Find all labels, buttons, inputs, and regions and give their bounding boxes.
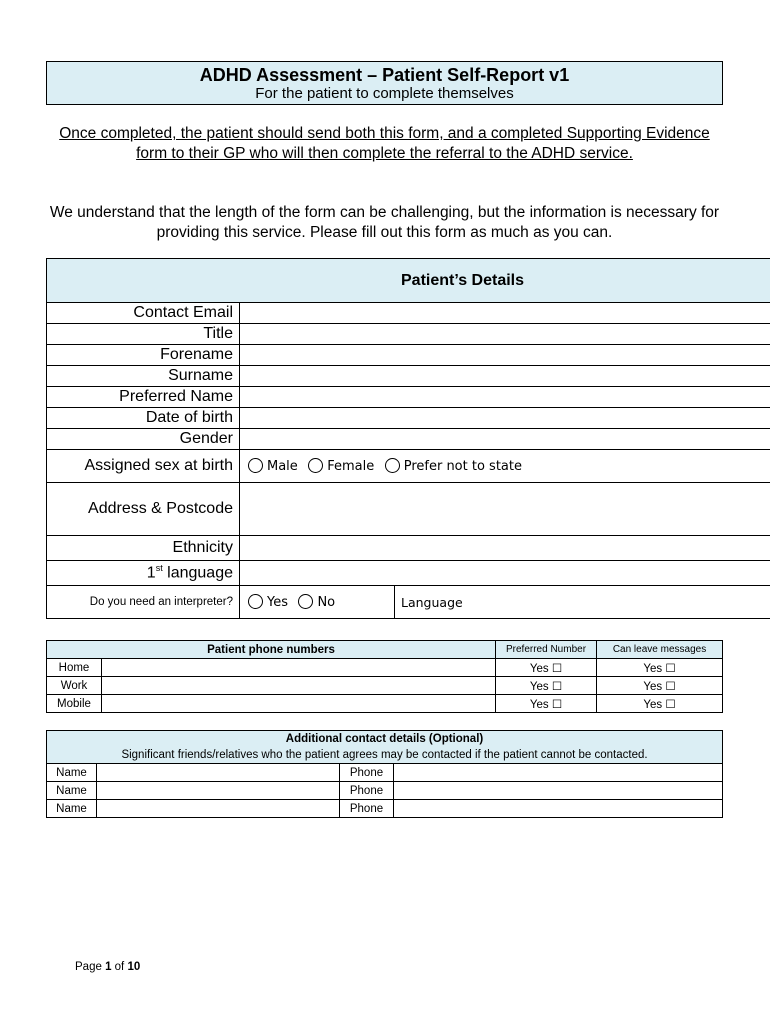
phone-label: Phone: [340, 800, 394, 818]
language-field[interactable]: [240, 561, 770, 586]
patient-details-heading: Patient’s Details: [47, 259, 770, 303]
language-input-cell[interactable]: [395, 586, 770, 619]
submission-notice: Once completed, the patient should send both this form, and a completed Supporting Evidence form to their GP who will then complete the referral to the ADHD service.: [59, 125, 710, 162]
forename-label: Forename: [47, 345, 240, 366]
phone-label: Phone: [340, 764, 394, 782]
sex-label: Assigned sex at birth: [47, 450, 240, 483]
contact-1-phone-field[interactable]: [394, 764, 723, 782]
language-input-label: Language: [401, 594, 463, 610]
contacts-heading: [47, 731, 723, 764]
work-preferred-checkbox[interactable]: Yes ☐: [496, 677, 597, 695]
radio-yes[interactable]: [248, 594, 263, 609]
contact-2-phone-field[interactable]: [394, 782, 723, 800]
dob-label: Date of birth: [47, 408, 240, 429]
form-subtitle: For the patient to complete themselves: [255, 85, 514, 102]
ethnicity-label: Ethnicity: [47, 536, 240, 561]
language-word: language: [162, 564, 233, 582]
phone-numbers-table: [46, 640, 723, 713]
preferred-number-heading: Preferred Number: [496, 641, 597, 659]
language-label: [47, 561, 240, 586]
name-label: Name: [47, 782, 97, 800]
page-number: [75, 961, 140, 973]
address-label: Address & Postcode: [47, 483, 240, 536]
gender-field[interactable]: [240, 429, 770, 450]
additional-contacts-table: [46, 730, 723, 818]
surname-label: Surname: [47, 366, 240, 387]
gender-label: Gender: [47, 429, 240, 450]
mobile-phone-field[interactable]: [102, 695, 496, 713]
name-label: Name: [47, 800, 97, 818]
contact-email-field[interactable]: [240, 303, 770, 324]
female-label: Female: [327, 459, 375, 474]
mobile-label: Mobile: [47, 695, 102, 713]
name-label: Name: [47, 764, 97, 782]
work-label: Work: [47, 677, 102, 695]
dob-field[interactable]: [240, 408, 770, 429]
home-preferred-checkbox[interactable]: Yes ☐: [496, 659, 597, 677]
table-row: [47, 782, 723, 800]
forename-field[interactable]: [240, 345, 770, 366]
contact-2-name-field[interactable]: [97, 782, 340, 800]
mobile-messages-checkbox[interactable]: Yes ☐: [597, 695, 723, 713]
ethnicity-field[interactable]: [240, 536, 770, 561]
contacts-subtitle: Significant friends/relatives who the patient agrees may be contacted if the patient cannot be contacted.: [121, 749, 648, 761]
language-num: 1: [146, 564, 156, 582]
form-header: [46, 61, 723, 105]
contact-3-phone-field[interactable]: [394, 800, 723, 818]
page-current: 1: [105, 961, 112, 973]
address-field[interactable]: [240, 483, 770, 536]
radio-no[interactable]: [298, 594, 313, 609]
table-row: [47, 695, 723, 713]
table-row: [47, 659, 723, 677]
contact-email-label: Contact Email: [47, 303, 240, 324]
page-of: of: [111, 961, 128, 973]
surname-field[interactable]: [240, 366, 770, 387]
mobile-preferred-checkbox[interactable]: Yes ☐: [496, 695, 597, 713]
contact-3-name-field[interactable]: [97, 800, 340, 818]
page-total: 10: [127, 961, 141, 973]
table-row: [47, 677, 723, 695]
language-sup: st: [155, 563, 163, 574]
interpreter-label: Do you need an interpreter?: [47, 586, 240, 619]
table-row: [47, 800, 723, 818]
contact-1-name-field[interactable]: [97, 764, 340, 782]
preferred-name-label: Preferred Name: [47, 387, 240, 408]
title-field[interactable]: [240, 324, 770, 345]
prefer-not-label: Prefer not to state: [403, 459, 522, 474]
form-title: ADHD Assessment – Patient Self-Report v1: [199, 65, 570, 85]
home-messages-checkbox[interactable]: Yes ☐: [597, 659, 723, 677]
sex-options: [240, 450, 770, 483]
intro-text: We understand that the length of the form can be challenging, but the information is necessary for providing this service. Please fill out this form as much as you can.: [49, 204, 720, 241]
no-label: No: [317, 595, 336, 610]
work-phone-field[interactable]: [102, 677, 496, 695]
home-phone-field[interactable]: [102, 659, 496, 677]
radio-male[interactable]: [248, 458, 263, 473]
male-label: Male: [267, 459, 298, 474]
table-row: [47, 764, 723, 782]
can-leave-messages-heading: Can leave messages: [597, 641, 723, 659]
radio-female[interactable]: [308, 458, 323, 473]
work-messages-checkbox[interactable]: Yes ☐: [597, 677, 723, 695]
yes-label: Yes: [267, 595, 288, 610]
phone-label: Phone: [340, 782, 394, 800]
preferred-name-field[interactable]: [240, 387, 770, 408]
title-label: Title: [47, 324, 240, 345]
interpreter-options: [240, 586, 395, 619]
contacts-title: Additional contact details (Optional): [285, 733, 484, 745]
phone-numbers-heading: Patient phone numbers: [47, 641, 496, 659]
home-label: Home: [47, 659, 102, 677]
patient-details-table: [46, 258, 770, 619]
radio-prefer-not[interactable]: [385, 458, 400, 473]
page-prefix: Page: [75, 961, 106, 973]
